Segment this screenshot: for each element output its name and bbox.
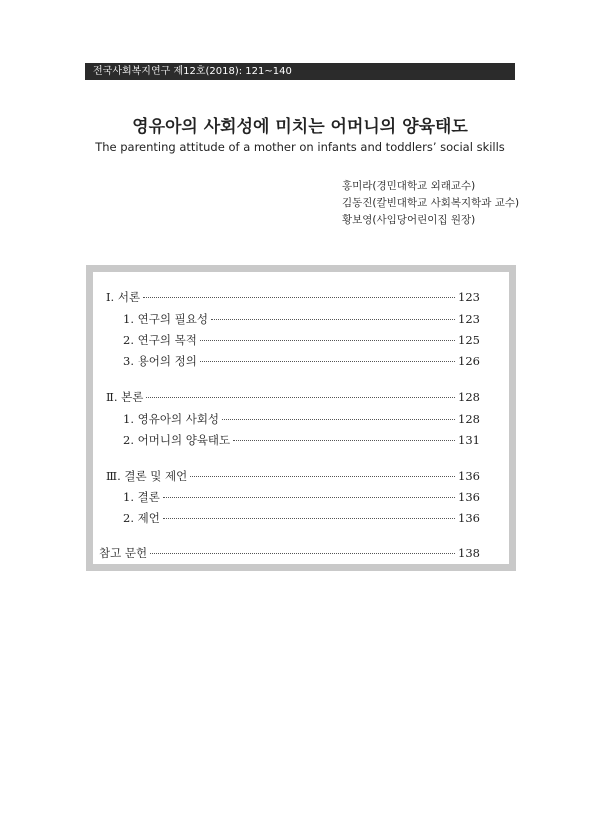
toc-entry-definitions[interactable]: [123, 353, 480, 369]
toc-label: 2. 제언: [123, 511, 160, 525]
toc-page-number: 136: [458, 469, 480, 483]
toc-label: Ⅲ. 결론 및 제언: [106, 469, 188, 483]
toc-leader-dots: [163, 518, 455, 519]
author-2: 김동진(칼빈대학교 사회복지학과 교수): [342, 197, 520, 209]
toc-page-number: 128: [458, 412, 480, 426]
toc-page-number: 123: [458, 290, 480, 304]
toc-label: 참고 문헌: [99, 546, 148, 560]
toc-leader-dots: [200, 361, 455, 362]
toc-entry-suggestions[interactable]: [123, 510, 480, 526]
toc-label: 2. 어머니의 양육태도: [123, 433, 231, 447]
toc-entry-parenting-attitude[interactable]: [123, 432, 480, 448]
toc-label: 2. 연구의 목적: [123, 333, 197, 347]
toc-page-number: 136: [458, 490, 480, 504]
toc-page-number: 128: [458, 390, 480, 404]
toc-leader-dots: [200, 340, 455, 341]
toc-leader-dots: [143, 297, 455, 298]
journal-header-bar: [85, 63, 515, 80]
toc-leader-dots: [211, 319, 455, 320]
toc-entry-references[interactable]: [99, 545, 480, 561]
toc-label: Ⅱ. 본론: [106, 390, 144, 404]
toc-entry-main-body[interactable]: [106, 389, 480, 405]
author-3: 황보영(사임당어린이집 원장): [342, 214, 476, 226]
paper-title-korean: 영유아의 사회성에 미치는 어머니의 양육태도: [132, 117, 468, 137]
author-list: [342, 178, 519, 229]
author-1: 홍미라(경민대학교 외래교수): [342, 180, 476, 192]
toc-entry-social-skills[interactable]: [123, 411, 480, 427]
toc-leader-dots: [163, 497, 455, 498]
toc-leader-dots: [146, 397, 455, 398]
toc-entry-conclusion-section[interactable]: [106, 468, 480, 484]
toc-page-number: 123: [458, 312, 480, 326]
toc-leader-dots: [190, 476, 455, 477]
toc-label: 3. 용어의 정의: [123, 354, 197, 368]
toc-leader-dots: [233, 440, 455, 441]
toc-page-number: 138: [458, 546, 480, 560]
toc-label: 1. 결론: [123, 490, 160, 504]
toc-page-number: 131: [458, 433, 480, 447]
toc-page-number: 125: [458, 333, 480, 347]
toc-entry-conclusion[interactable]: [123, 489, 480, 505]
journal-info: 전국사회복지연구 제12호(2018): 121~140: [93, 66, 292, 77]
toc-leader-dots: [222, 419, 455, 420]
toc-label: Ⅰ. 서론: [106, 290, 141, 304]
paper-title-english: The parenting attitude of a mother on infants and toddlers’ social skills: [95, 140, 505, 154]
toc-inner-panel: [93, 272, 509, 564]
toc-entry-introduction[interactable]: [106, 289, 480, 305]
toc-label: 1. 연구의 필요성: [123, 312, 208, 326]
toc-entry-research-purpose[interactable]: [123, 332, 480, 348]
table-of-contents: [86, 265, 516, 571]
toc-page-number: 136: [458, 511, 480, 525]
toc-entry-research-need[interactable]: [123, 311, 480, 327]
toc-leader-dots: [150, 553, 455, 554]
toc-label: 1. 영유아의 사회성: [123, 412, 220, 426]
toc-page-number: 126: [458, 354, 480, 368]
